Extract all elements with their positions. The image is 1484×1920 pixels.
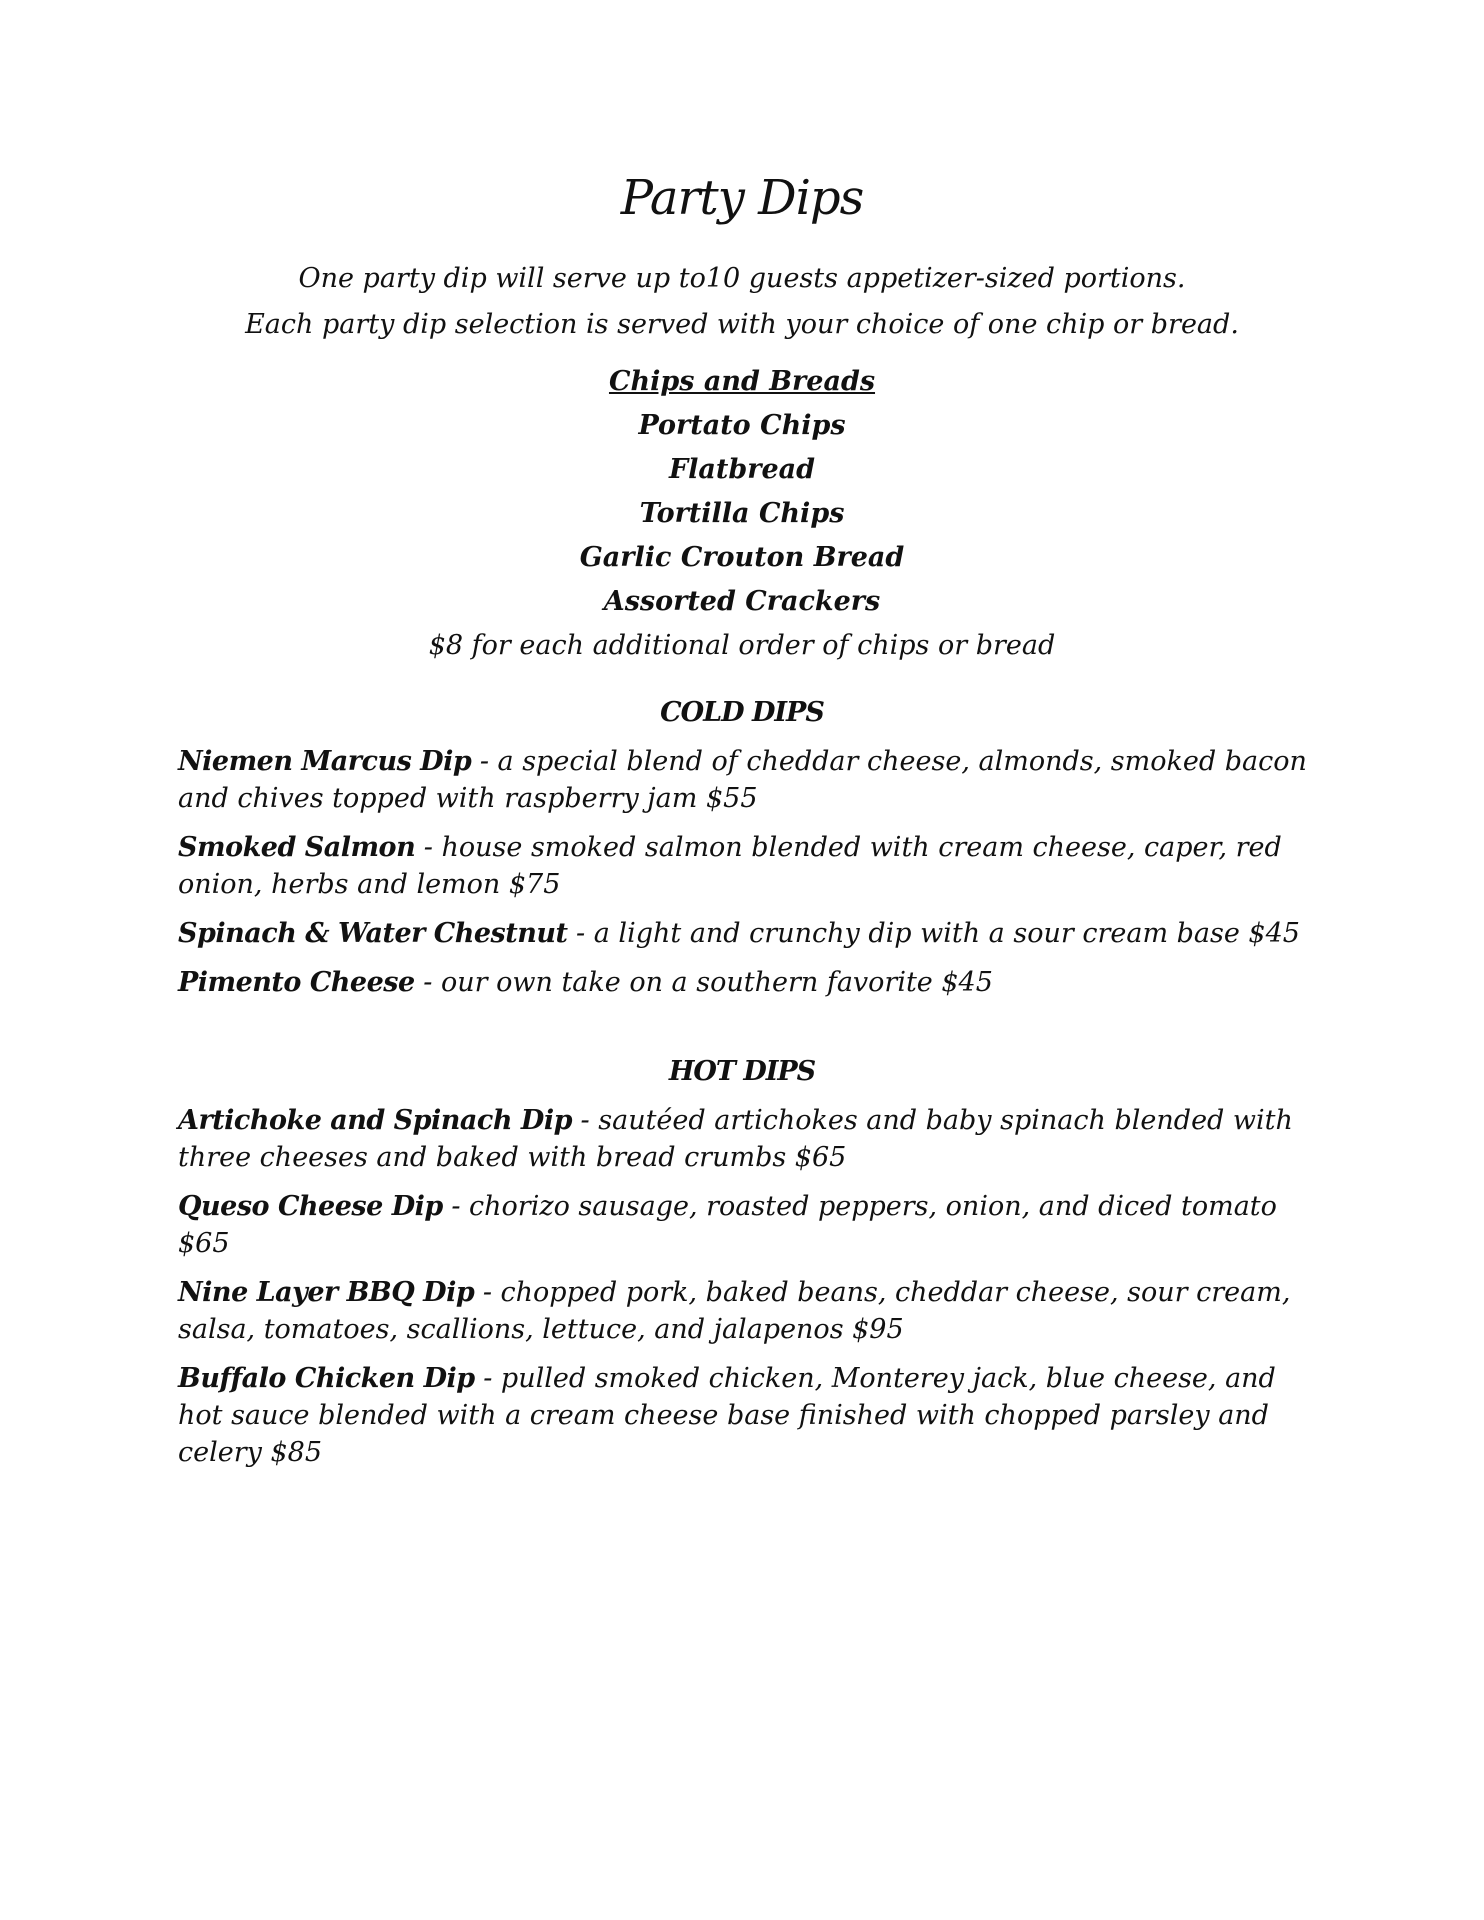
item-name: Queso Cheese Dip bbox=[178, 1191, 443, 1222]
item-description: - chopped pork, baked beans, cheddar cheese, sour cream, salsa, tomatoes, scallions, lettuce, and jalapenos $95 bbox=[178, 1277, 1291, 1345]
note-emphasis: additional bbox=[592, 630, 730, 661]
menu-item bbox=[178, 1188, 1318, 1262]
cold-dips-heading: COLD DIPS bbox=[660, 697, 824, 728]
chips-breads-section bbox=[0, 360, 1484, 668]
chips-item: Portato Chips bbox=[638, 410, 846, 441]
chips-breads-heading: Chips and Breads bbox=[608, 366, 876, 397]
item-name: Spinach & Water Chestnut bbox=[178, 918, 568, 949]
menu-item bbox=[178, 915, 1318, 952]
note-text-end: order of chips or bread bbox=[729, 630, 1056, 661]
item-description: - our own take on a southern favorite $45 bbox=[414, 967, 993, 998]
intro-text bbox=[0, 256, 1484, 348]
intro-line-1: One party dip will serve up to10 guests appetizer-sized portions. bbox=[298, 263, 1186, 294]
item-description: - sautéed artichokes and baby spinach blended with three cheeses and baked with bread crumbs $65 bbox=[178, 1105, 1293, 1173]
chips-item: Assorted Crackers bbox=[603, 586, 881, 617]
hot-dips-list bbox=[178, 1102, 1318, 1483]
item-name: Smoked Salmon bbox=[178, 832, 416, 863]
item-description: - a special blend of cheddar cheese, almonds, smoked bacon and chives topped with raspberry jam $55 bbox=[178, 746, 1307, 814]
item-description: - pulled smoked chicken, Monterey jack, blue cheese, and hot sauce blended with a cream cheese base finished with chopped parsley and celery $85 bbox=[178, 1363, 1276, 1468]
hot-dips-heading: HOT DIPS bbox=[668, 1056, 816, 1087]
menu-item bbox=[178, 1274, 1318, 1348]
chips-item: Garlic Crouton Bread bbox=[579, 542, 905, 573]
item-name: Buffalo Chicken Dip bbox=[178, 1363, 475, 1394]
menu-item bbox=[178, 1102, 1318, 1176]
intro-line-2: Each party dip selection is served with your choice of one chip or bread. bbox=[245, 309, 1239, 340]
chips-item: Flatbread bbox=[668, 454, 816, 485]
menu-item bbox=[178, 1360, 1318, 1471]
item-name: Nine Layer BBQ Dip bbox=[178, 1277, 475, 1308]
page-title: Party Dips bbox=[620, 170, 864, 226]
menu-item bbox=[178, 743, 1318, 817]
menu-item bbox=[178, 964, 1318, 1001]
item-description: - house smoked salmon blended with cream cheese, caper, red onion, herbs and lemon $75 bbox=[178, 832, 1282, 900]
item-name: Artichoke and Spinach Dip bbox=[178, 1105, 572, 1136]
item-description: - a light and crunchy dip with a sour cream base $45 bbox=[567, 918, 1300, 949]
chips-item: Tortilla Chips bbox=[639, 498, 845, 529]
menu-item bbox=[178, 829, 1318, 903]
note-text-start: $8 for each bbox=[428, 630, 593, 661]
additional-order-note bbox=[0, 624, 1484, 668]
item-name: Niemen Marcus Dip bbox=[178, 746, 472, 777]
item-description: - chorizo sausage, roasted peppers, onion, and diced tomato $65 bbox=[178, 1191, 1277, 1259]
item-name: Pimento Cheese bbox=[178, 967, 415, 998]
cold-dips-list bbox=[178, 743, 1318, 1013]
